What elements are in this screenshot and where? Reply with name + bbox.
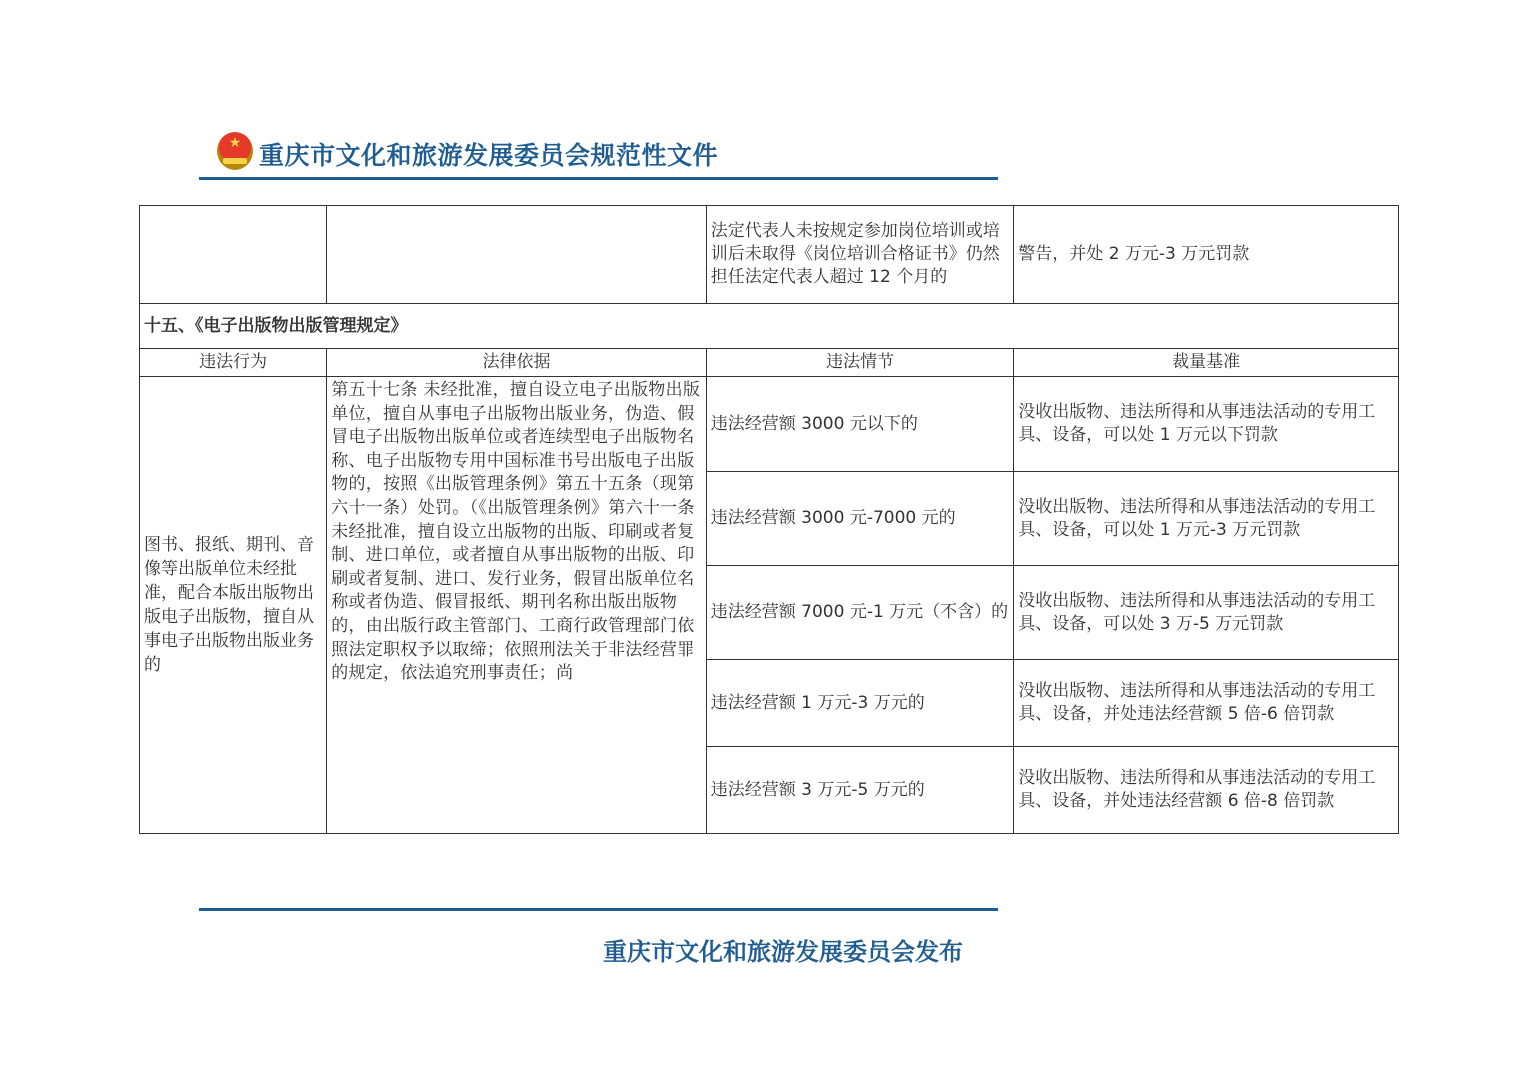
standard-cell: 没收出版物、违法所得和从事违法活动的专用工具、设备，可以处 1 万元以下罚款 bbox=[1014, 377, 1399, 472]
column-header-row bbox=[140, 349, 1399, 377]
section-title: 十五、《电子出版物出版管理规定》 bbox=[140, 304, 1399, 349]
circumstance-cell: 违法经营额 7000 元-1 万元（不含）的 bbox=[706, 566, 1014, 660]
continuation-row bbox=[140, 206, 1399, 304]
section-title-row bbox=[140, 304, 1399, 349]
footer-rule bbox=[199, 908, 998, 911]
illegal-behavior-cell: 图书、报纸、期刊、音像等出版单位未经批准，配合本版出版物出版电子出版物，擅自从事电子出版物出版业务的 bbox=[140, 377, 327, 834]
standard-cell: 没收出版物、违法所得和从事违法活动的专用工具、设备，可以处 3 万-5 万元罚款 bbox=[1014, 566, 1399, 660]
header-title: 重庆市文化和旅游发展委员会规范性文件 bbox=[259, 141, 719, 170]
header-rule bbox=[199, 177, 998, 180]
column-header: 法律依据 bbox=[327, 349, 707, 377]
circumstance-cell: 违法经营额 1 万元-3 万元的 bbox=[706, 660, 1014, 747]
continuation-basis-cell bbox=[327, 206, 707, 304]
column-header: 违法行为 bbox=[140, 349, 327, 377]
standard-cell: 没收出版物、违法所得和从事违法活动的专用工具、设备，并处违法经营额 6 倍-8 倍罚款 bbox=[1014, 747, 1399, 834]
legal-basis-cell: 第五十七条 未经批准，擅自设立电子出版物出版单位，擅自从事电子出版物出版业务，伪造、假冒电子出版物出版单位或者连续型电子出版物名称、电子出版物专用中国标准书号出版电子出版物的，按照《出版管理条例》第五十五条（现第六十一条）处罚。（《出版管理条例》第六十一条 未经批准，擅自设立出版物的出版、印刷或者复制、进口单位，或者擅自从事出版物的出版、印刷或者复制、进口、发行业务，假冒出版单位名称或者伪造、假冒报纸、期刊名称出版出版物的，由出版行政主管部门、工商行政管理部门依照法定职权予以取缔；依照刑法关于非法经营罪的规定，依法追究刑事责任；尚 bbox=[327, 377, 707, 834]
circumstance-cell: 违法经营额 3000 元以下的 bbox=[706, 377, 1014, 472]
standard-cell: 没收出版物、违法所得和从事违法活动的专用工具、设备，并处违法经营额 5 倍-6 倍罚款 bbox=[1014, 660, 1399, 747]
document-header bbox=[215, 132, 1005, 176]
column-header: 违法情节 bbox=[706, 349, 1014, 377]
continuation-standard-cell: 警告，并处 2 万元-3 万元罚款 bbox=[1014, 206, 1399, 304]
circumstance-cell: 违法经营额 3000 元-7000 元的 bbox=[706, 472, 1014, 566]
national-emblem-icon: ★ bbox=[217, 132, 253, 170]
circumstance-cell: 违法经营额 3 万元-5 万元的 bbox=[706, 747, 1014, 834]
footer-publisher: 重庆市文化和旅游发展委员会发布 bbox=[603, 937, 963, 966]
continuation-circumstance-cell: 法定代表人未按规定参加岗位培训或培训后未取得《岗位培训合格证书》仍然担任法定代表人超过 12 个月的 bbox=[706, 206, 1014, 304]
column-header: 裁量基准 bbox=[1014, 349, 1399, 377]
penalty-table bbox=[139, 205, 1399, 834]
table-row bbox=[140, 377, 1399, 472]
continuation-behavior-cell bbox=[140, 206, 327, 304]
standard-cell: 没收出版物、违法所得和从事违法活动的专用工具、设备，可以处 1 万元-3 万元罚款 bbox=[1014, 472, 1399, 566]
